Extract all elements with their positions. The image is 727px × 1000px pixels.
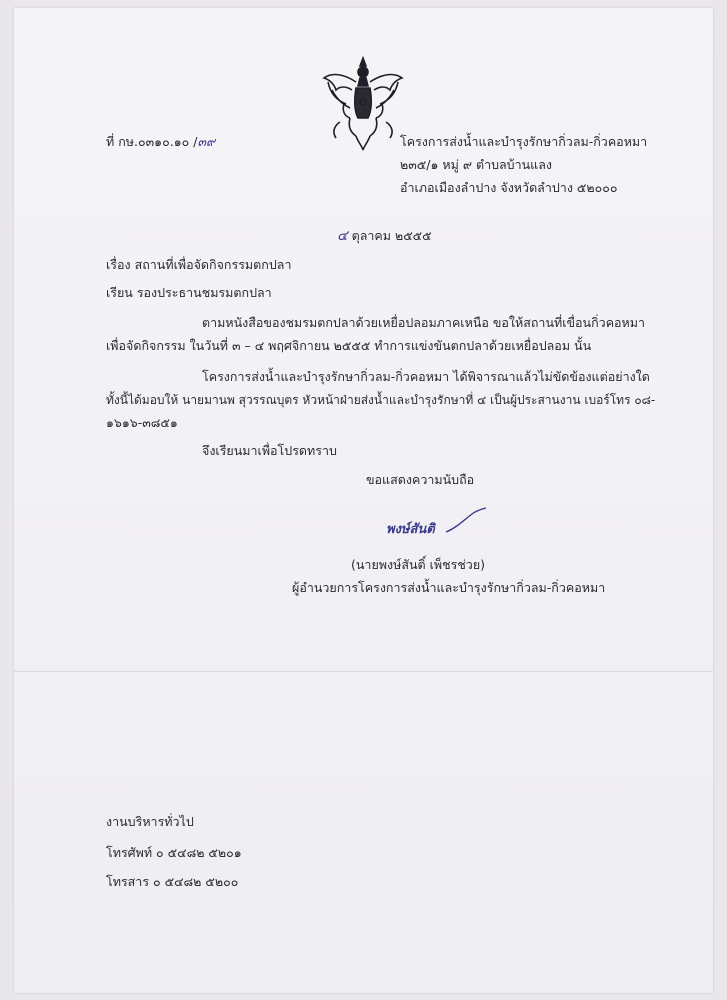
reference-prefix: ที่ กษ.๐๓๑๐.๑๐ / — [106, 134, 198, 149]
closing-request: จึงเรียนมาเพื่อโปรดทราบ — [202, 443, 337, 458]
recipient-line: เรียน รองประธานชมรมตกปลา — [106, 285, 272, 300]
footer-department: งานบริหารทั่วไป — [106, 814, 194, 829]
complimentary-close: ขอแสดงความนับถือ — [366, 472, 475, 487]
letter-date — [337, 228, 432, 244]
paragraph1-line2: เพื่อจัดกิจกรรม ในวันที่ ๓ – ๔ พฤศจิกายน ๒๕๕๕ ทำการแข่งขันตกปลาด้วยเหยื่อปลอม นั้น — [106, 338, 592, 353]
paragraph2-line3: ๑๖๑๖-๓๘๕๑ — [106, 415, 178, 430]
letter-page — [14, 8, 713, 993]
garuda-emblem — [320, 52, 406, 152]
paragraph2-line1: โครงการส่งน้ำและบำรุงรักษากิ่วลม-กิ่วคอหมา ได้พิจารณาแล้วไม่ขัดข้องแต่อย่างใด — [202, 369, 650, 384]
sender-address-line2: ๒๓๕/๑ หมู่ ๙ ตำบลบ้านแลง — [400, 157, 552, 172]
page-fold-line — [14, 671, 713, 672]
signer-name: (นายพงษ์สันติ์ เพ็ชรช่วย) — [351, 557, 486, 572]
reference-number — [106, 134, 215, 150]
sender-address-line1: โครงการส่งน้ำและบำรุงรักษากิ่วลม-กิ่วคอหมา — [400, 134, 648, 149]
footer-phone: โทรศัพท์ ๐ ๕๔๘๒ ๕๒๐๑ — [106, 845, 242, 860]
signer-title: ผู้อำนวยการโครงการส่งน้ำและบำรุงรักษากิ่วลม-กิ่วคอหมา — [292, 580, 606, 595]
signature: พงษ์สันติ — [386, 522, 435, 537]
footer-fax: โทรสาร ๐ ๕๔๘๒ ๕๒๐๐ — [106, 874, 239, 889]
paragraph1-line1: ตามหนังสือของชมรมตกปลาด้วยเหยื่อปลอมภาคเหนือ ขอให้สถานที่เขื่อนกิ่วคอหมา — [202, 315, 646, 330]
date-month-year: ตุลาคม ๒๕๕๕ — [351, 228, 432, 243]
sender-address-line3: อำเภอเมืองลำปาง จังหวัดลำปาง ๕๒๐๐๐ — [400, 180, 618, 195]
date-day-handwritten: ๔ — [337, 228, 348, 244]
subject-line: เรื่อง สถานที่เพื่อจัดกิจกรรมตกปลา — [106, 257, 292, 272]
signature-flourish — [444, 506, 488, 536]
paragraph2-line2: ทั้งนี้ได้มอบให้ นายมานพ สุวรรณบุตร หัวหน้าฝ่ายส่งน้ำและบำรุงรักษาที่ ๔ เป็นผู้ประสานงาน เบอร์โทร ๐๘- — [106, 393, 656, 407]
reference-handwritten-number: ๓๙ — [197, 134, 216, 149]
